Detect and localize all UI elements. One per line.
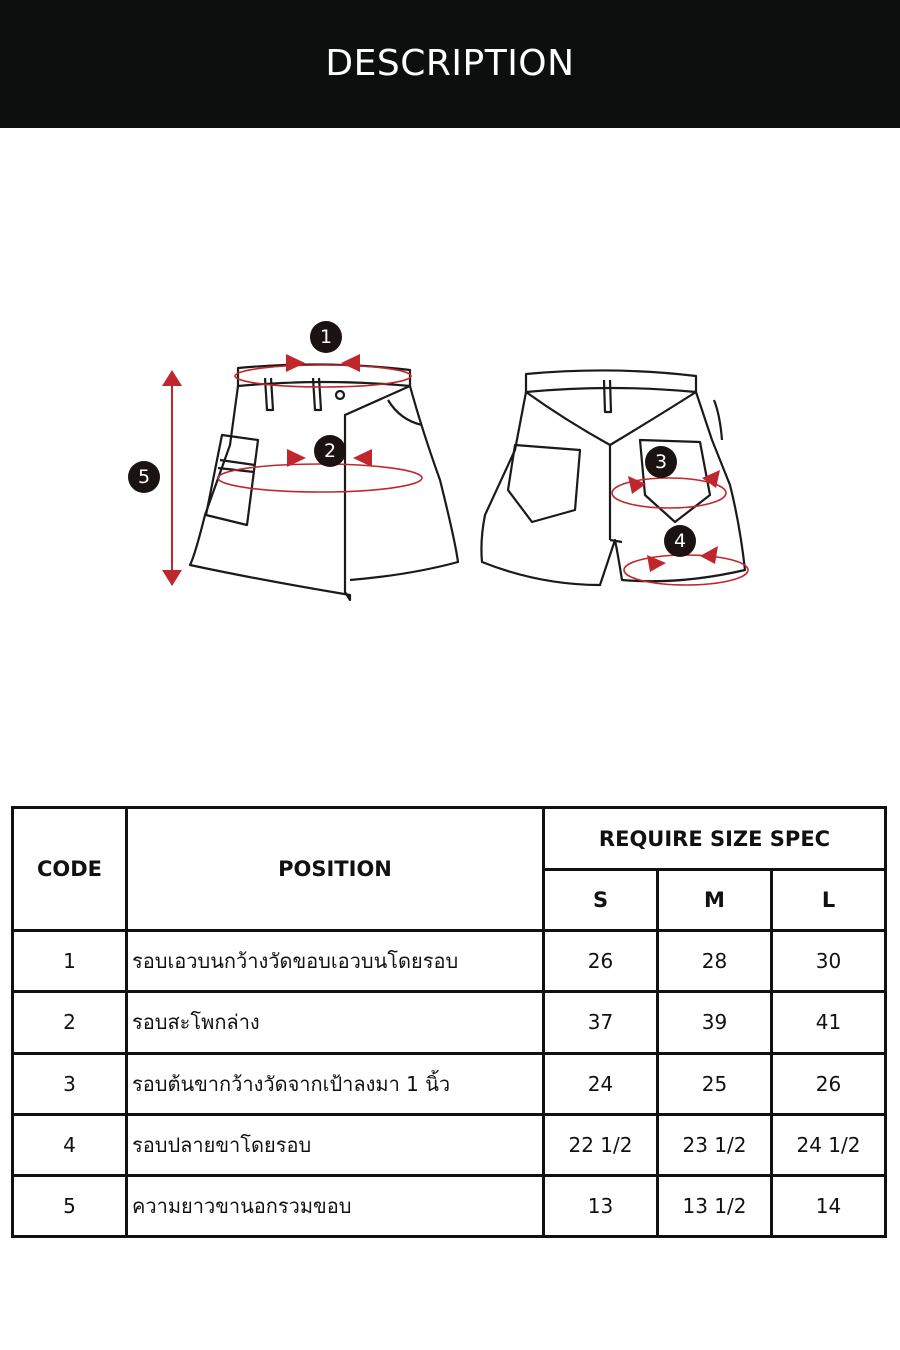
cell-code: 2 <box>13 992 127 1053</box>
cell-code: 3 <box>13 1053 127 1114</box>
cell-size-s: 24 <box>544 1053 658 1114</box>
cell-size-m: 39 <box>658 992 772 1053</box>
cell-size-l: 41 <box>772 992 886 1053</box>
header-bar <box>0 0 900 128</box>
cell-size-l: 30 <box>772 931 886 992</box>
header-code: CODE <box>13 808 127 931</box>
table-row <box>13 1114 886 1175</box>
svg-text:2: 2 <box>323 440 337 462</box>
header-position: POSITION <box>127 808 544 931</box>
svg-text:4: 4 <box>673 530 687 552</box>
table-row <box>13 931 886 992</box>
cell-size-m: 13 1/2 <box>658 1175 772 1236</box>
cell-size-m: 23 1/2 <box>658 1114 772 1175</box>
cell-code: 1 <box>13 931 127 992</box>
measurement-diagram <box>110 300 790 620</box>
header-require-size-spec: REQUIRE SIZE SPEC <box>544 808 886 870</box>
cell-position: รอบต้นขากว้างวัดจากเป้าลงมา 1 นิ้ว <box>127 1053 544 1114</box>
front-measure-lines <box>162 354 422 586</box>
marker-1 <box>310 321 342 353</box>
marker-3 <box>645 446 677 478</box>
cell-size-s: 22 1/2 <box>544 1114 658 1175</box>
cell-code: 5 <box>13 1175 127 1236</box>
cell-size-l: 26 <box>772 1053 886 1114</box>
cell-size-m: 28 <box>658 931 772 992</box>
header-size-s: S <box>544 870 658 931</box>
svg-text:3: 3 <box>654 451 668 473</box>
cell-size-l: 14 <box>772 1175 886 1236</box>
cell-position: รอบสะโพกล่าง <box>127 992 544 1053</box>
page-title: DESCRIPTION <box>325 42 575 84</box>
marker-2 <box>314 435 346 467</box>
cell-position: รอบปลายขาโดยรอบ <box>127 1114 544 1175</box>
cell-position: ความยาวขานอกรวมขอบ <box>127 1175 544 1236</box>
header-size-m: M <box>658 870 772 931</box>
marker-4 <box>664 525 696 557</box>
header-size-l: L <box>772 870 886 931</box>
table-header-row <box>13 808 886 870</box>
table-row <box>13 992 886 1053</box>
cell-size-s: 37 <box>544 992 658 1053</box>
table-row <box>13 1053 886 1114</box>
cell-size-s: 26 <box>544 931 658 992</box>
cell-code: 4 <box>13 1114 127 1175</box>
table-row <box>13 1175 886 1236</box>
cell-position: รอบเอวบนกว้างวัดขอบเอวบนโดยรอบ <box>127 931 544 992</box>
cell-size-s: 13 <box>544 1175 658 1236</box>
cell-size-l: 24 1/2 <box>772 1114 886 1175</box>
svg-text:1: 1 <box>319 326 333 348</box>
cell-size-m: 25 <box>658 1053 772 1114</box>
marker-5 <box>128 461 160 493</box>
size-spec-table <box>11 806 887 1238</box>
svg-text:5: 5 <box>137 466 151 488</box>
